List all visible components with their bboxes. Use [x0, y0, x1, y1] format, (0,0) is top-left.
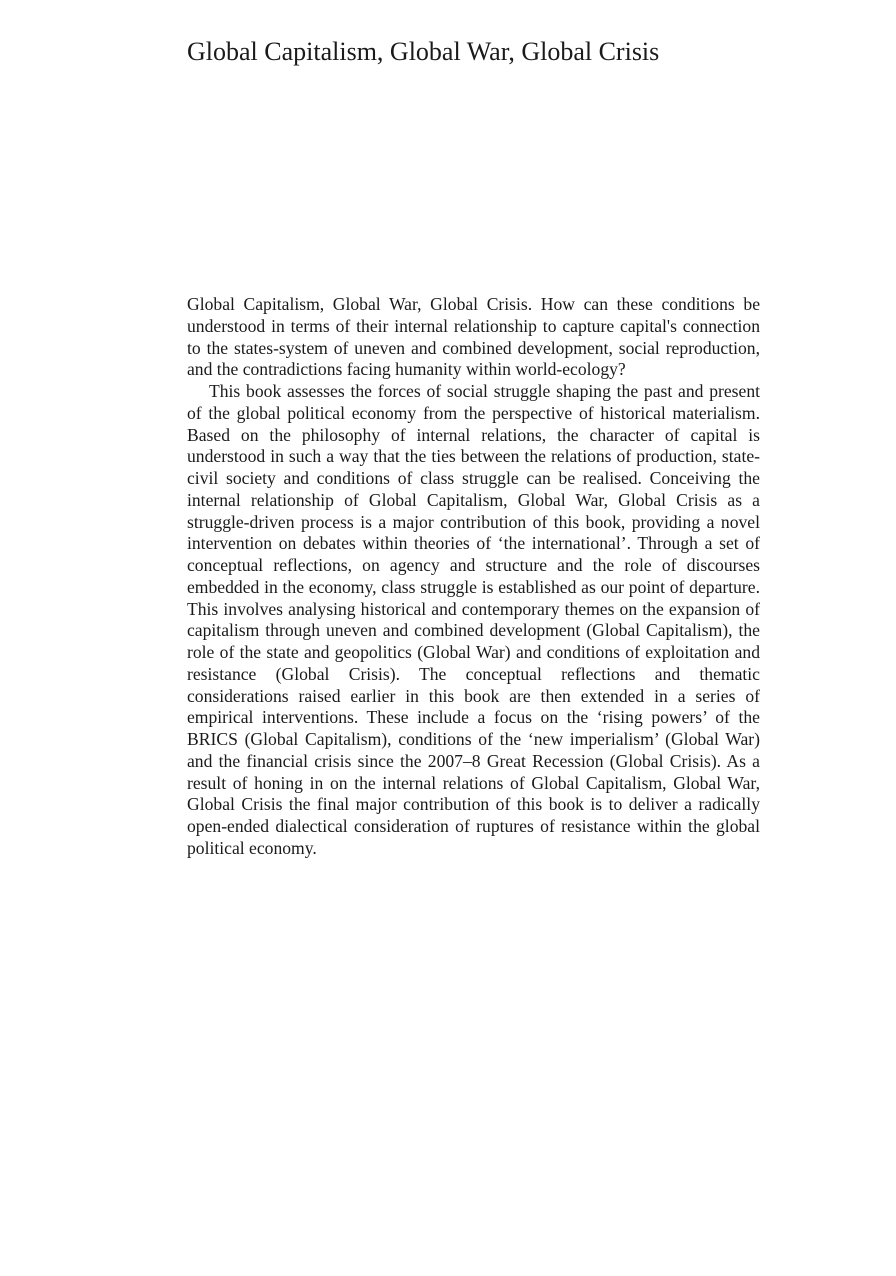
blurb-paragraph-2: This book assesses the forces of social struggle shaping the past and present of the global political economy from the perspective of historical materialism. Based on the philosophy of internal relations, the character of capital is understood in such a way that the ties between the relations of production, state-civil society and conditions of class struggle can be realised. Conceiving the internal relationship of Global Capitalism, Global War, Global Crisis as a struggle-driven process is a major contribution of this book, providing a novel intervention on debates within theories of ‘the international’. Through a set of conceptual reflections, on agency and structure and the role of discourses embedded in the economy, class struggle is established as our point of departure. This involves analysing historical and contemporary themes on the expansion of capitalism through uneven and combined development (Global Capitalism), the role of the state and geopolitics (Global War) and conditions of exploitation and resistance (Global Crisis). The conceptual reflections and thematic considerations raised earlier in this book are then extended in a series of empirical interventions. These include a focus on the ‘rising powers’ of the BRICS (Global Capitalism), conditions of the ‘new imperialism’ (Global War) and the financial crisis since the 2007–8 Great Recession (Global Crisis). As a result of honing in on the internal relations of Global Capitalism, Global War, Global Crisis the final major contribution of this book is to deliver a radically open-ended dialectical consideration of ruptures of resistance within the global political economy.	[187, 381, 760, 858]
book-blurb	[187, 294, 760, 860]
page-title: Global Capitalism, Global War, Global Crisis	[187, 37, 660, 66]
blurb-paragraph-1: Global Capitalism, Global War, Global Crisis. How can these conditions be understood in terms of their internal relationship to capture capital's connection to the states-system of uneven and combined development, social reproduction, and the contradictions facing humanity within world-ecology?	[187, 294, 760, 380]
